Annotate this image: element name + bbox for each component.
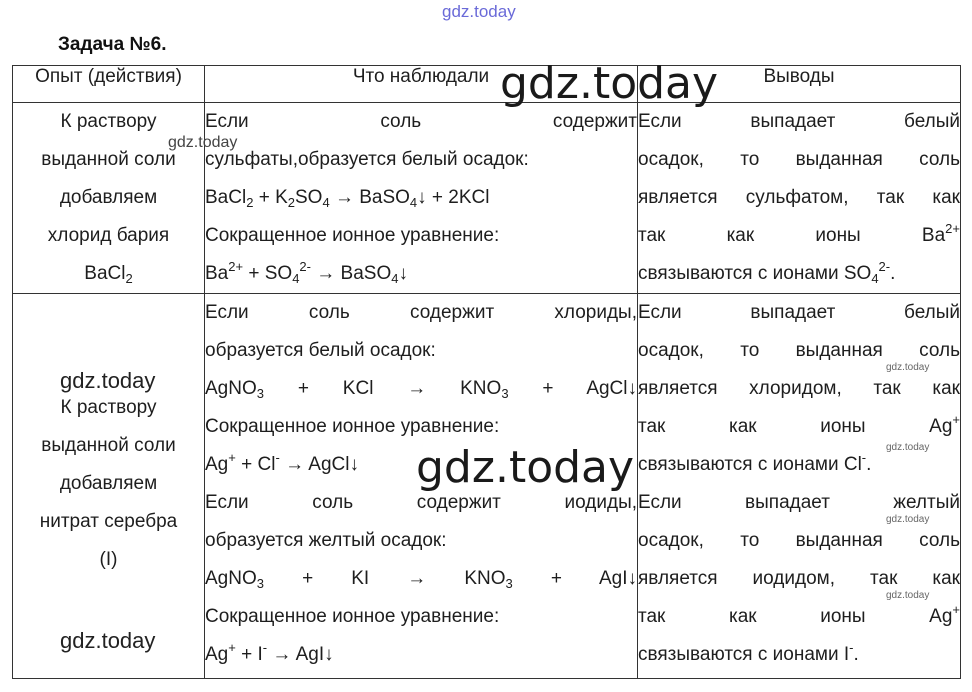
text-line: образуется желтый осадок: [205,530,447,551]
watermark-medium: gdz.today [60,628,156,653]
text-line: Если соль содержит хлориды, [205,302,637,323]
text-line: является иодидом, так как [638,568,960,589]
text-line: является хлоридом, так как [638,378,960,399]
equation-line: AgNO$_3$ + KI → $KNO_3$ + AgI↓ [205,568,637,591]
text-line: так как ионы Ag+ [638,602,960,627]
text-line: Сокращенное ионное уравнение: [205,225,500,246]
text-line: так как ионы Ag+ [638,412,960,437]
text-line: Если соль содержит [205,111,637,132]
text-line: (I) [99,549,118,570]
text-line: связываются с ионами I-. [638,640,859,665]
text-line: Если соль содержит иодиды, [205,492,637,513]
watermark-tiny: gdz.today [886,514,930,525]
text-line: Сокращенное ионное уравнение: [205,606,500,627]
text-line: Если выпадает белый [638,302,960,323]
equation-line: BaCl$_2$ + $K_2SO_4$ → BaSO$_4$↓ + 2KCl [205,187,490,210]
text-line: является сульфатом, так как [638,187,960,208]
ionic-equation-line: $Ba^{2+} + SO_4^{2-}$ → BaSO$_4$↓ [205,259,408,286]
watermark-large: gdz.today [416,442,635,493]
formula-line: BaCl$_2$ [84,263,133,286]
text-line: Если выпадает желтый [638,492,960,513]
table-header-row [13,66,961,103]
text-line: К раствору [60,111,157,132]
text-line: связываются с ионами $SO_4^{2-}$. [638,259,896,286]
watermark-tiny: gdz.today [886,362,930,373]
header-experiment: Опыт (действия) [13,66,205,103]
text-line: К раствору [60,397,157,418]
table-row [13,103,961,294]
header-observation: Что наблюдали [205,66,638,103]
watermark-medium: gdz.today [60,368,156,393]
equation-line: AgNO$_3$ + KCl → $KNO_3$ + AgCl↓ [205,378,637,401]
row1-experiment-cell [13,103,205,294]
text-line: осадок, то выданная соль [638,530,960,551]
text-line: добавляем [59,473,158,494]
row1-observation-cell [205,103,638,294]
text-line: образуется белый осадок: [205,340,436,361]
text-line: осадок, то выданная соль [638,149,960,170]
watermark-top: gdz.today [442,2,516,21]
text-line: нитрат серебра [39,511,178,532]
text-line: так как ионы $Ba^{2+}$ [638,221,960,246]
watermark-large: gdz.today [500,58,719,109]
watermark-tiny: gdz.today [886,590,930,601]
row2-experiment-cell [13,294,205,679]
text-line: хлорид бария [47,225,170,246]
row1-conclusion-cell [638,103,961,294]
header-conclusion: Выводы [638,66,961,103]
watermark-small: gdz.today [168,134,238,151]
text-line: Сокращенное ионное уравнение: [205,416,500,437]
text-line: связываются с ионами Cl-. [638,450,872,475]
text-line: осадок, то выданная соль [638,340,960,361]
watermark-tiny: gdz.today [886,442,930,453]
row2-conclusion-cell [638,294,961,679]
ionic-equation-line: Ag+ + Cl- → AgCl↓ [205,450,359,475]
text-line: Если выпадает белый [638,111,960,132]
text-line: выданной соли [41,435,176,456]
text-line: выданной соли [41,149,176,170]
text-line: сульфаты,образуется белый осадок: [205,149,529,170]
ionic-equation-line: Ag+ + I- → AgI↓ [205,640,334,665]
task-title: Задача №6. [58,34,167,55]
text-line: добавляем [59,187,158,208]
